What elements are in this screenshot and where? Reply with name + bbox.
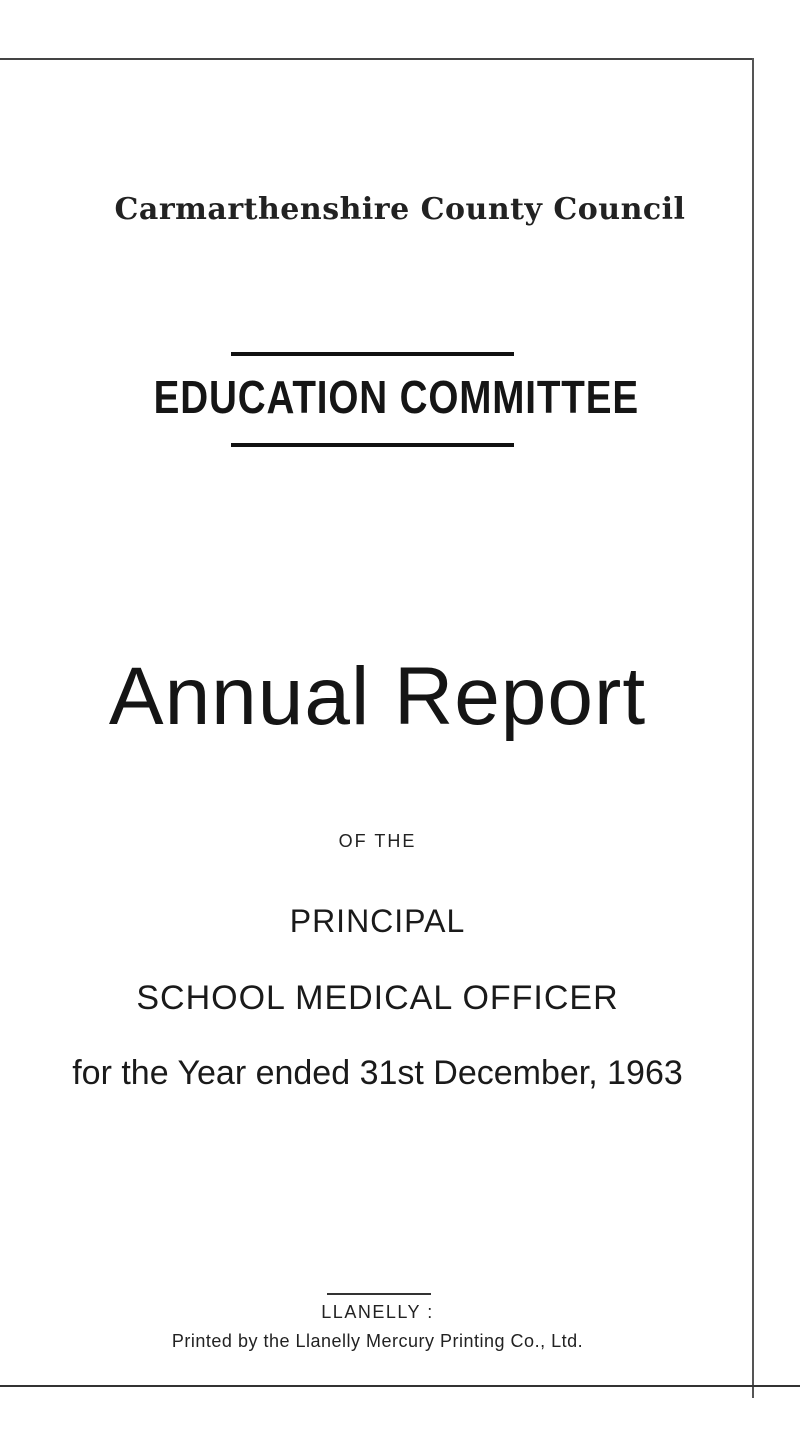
imprint-printer: Printed by the Llanelly Mercury Printing Co., Ltd. — [171, 1331, 584, 1351]
committee-top-bar — [231, 352, 514, 356]
of-the-label: OF THE — [338, 831, 417, 851]
bottom-border-rule — [0, 1385, 800, 1387]
imprint-place: LLANELLY : — [321, 1302, 434, 1322]
committee-heading: EDUCATION COMMITTEE — [153, 371, 639, 423]
imprint-rule — [327, 1293, 431, 1295]
principal-label: PRINCIPAL — [289, 903, 466, 939]
committee-bottom-bar — [231, 443, 514, 447]
top-border-rule — [0, 58, 752, 60]
council-name: Carmarthenshire County Council — [114, 192, 686, 227]
officer-title: SCHOOL MEDICAL OFFICER — [136, 979, 619, 1017]
report-title: Annual Report — [108, 651, 647, 742]
report-period: for the Year ended 31st December, 1963 — [72, 1054, 683, 1092]
